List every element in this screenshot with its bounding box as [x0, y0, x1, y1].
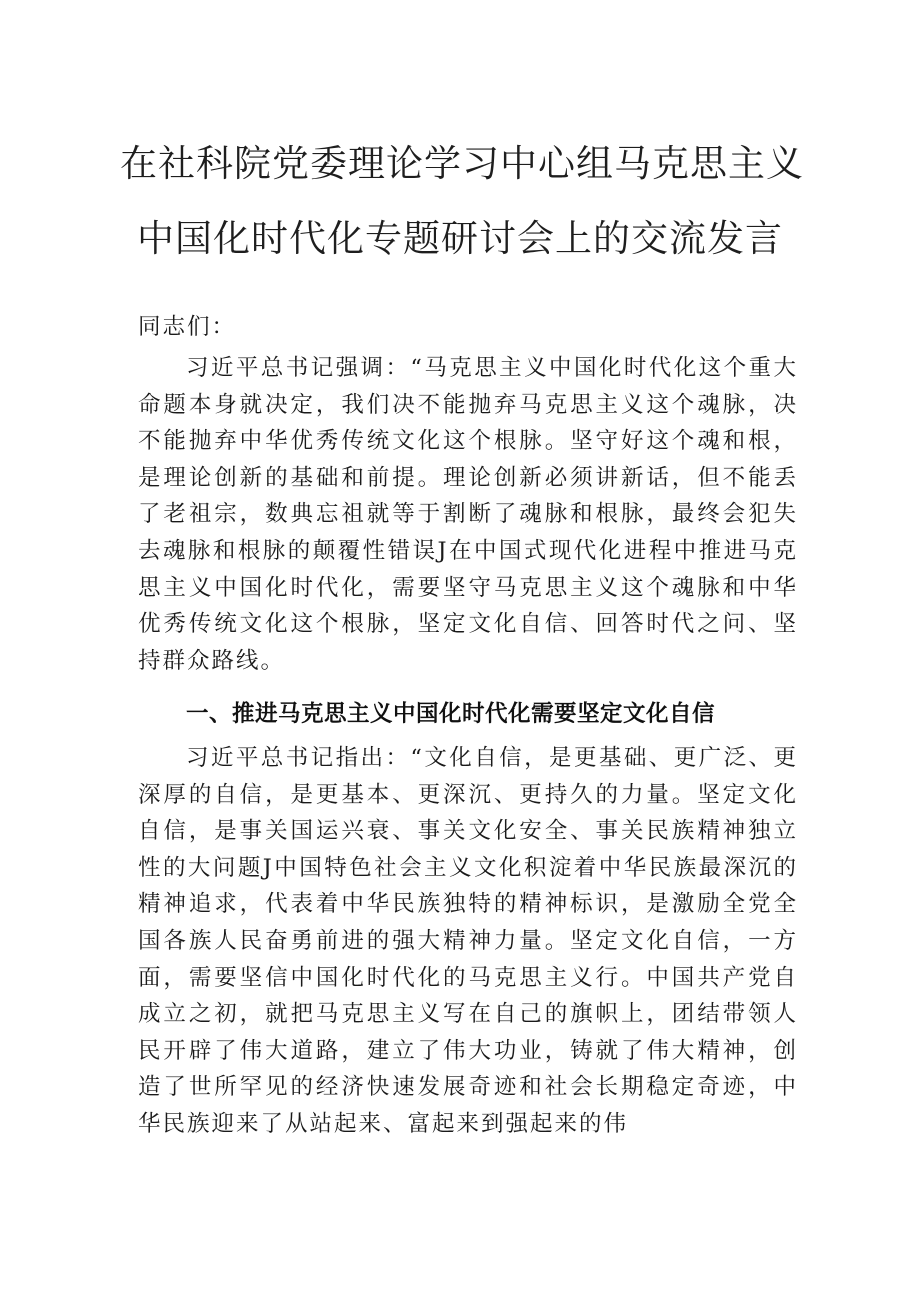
salutation: 同志们： — [138, 314, 237, 340]
document-title-line-2: 中国化时代化专题研讨会上的交流发言 — [137, 217, 783, 260]
paragraph-section-1: 习近平总书记指出：“文化自信，是更基础、更广泛、更深厚的自信，是更基本、更深沉、更持久的力量。坚定文化自信，是事关国运兴衰、事关文化安全、事关民族精神独立性的大问题J中国特色社会主义文化积淀着中华民族最深沉的精神追求，代表着中华民族独特的精神标识，是激励全党全国各族人民奋勇前进的强大精神力量。坚定文化自信，一方面，需要坚信中国化时代化的马克思主义行。中国共产党自成立之初，就把马克思主义写在自己的旗帜上，团结带领人民开辟了伟大道路，建立了伟大功业，铸就了伟大精神，创造了世所罕见的经济快速发展奇迹和社会长期稳定奇迹，中华民族迎来了从站起来、富起来到强起来的伟 — [138, 745, 798, 1137]
paragraph-intro: 习近平总书记强调：“马克思主义中国化时代化这个重大命题本身就决定，我们决不能抛弃马克思主义这个魂脉，决不能抛弃中华优秀传统文化这个根脉。坚守好这个魂和根，是理论创新的基础和前提。理论创新必须讲新话，但不能丢了老祖宗，数典忘祖就等于割断了魂脉和根脉，最终会犯失去魂脉和根脉的颠覆性错误J在中国式现代化进程中推进马克思主义中国化时代化，需要坚守马克思主义这个魂脉和中华优秀传统文化这个根脉，坚定文化自信、回答时代之问、坚持群众路线。 — [138, 355, 798, 674]
document-title-line-1: 在社科院党委理论学习中心组马克思主义 — [120, 142, 804, 185]
section-heading-1: 一、推进马克思主义中国化时代化需要坚定文化自信 — [186, 701, 716, 727]
